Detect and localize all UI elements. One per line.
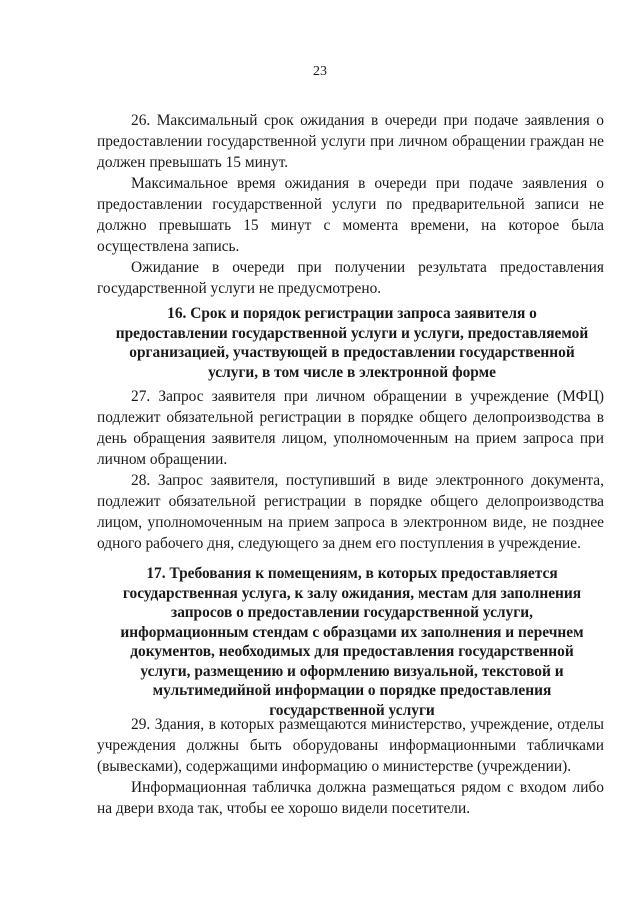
paragraph-26-max-wait: Максимальное время ожидания в очереди при подаче заявления о предоставлении государственной услуги по предварительной записи не должно превышать 15 минут с момента времени, на которое была осуществлена запись. xyxy=(97,175,604,255)
section-registration xyxy=(97,386,604,554)
paragraph-26-no-wait: Ожидание в очереди при получении результата предоставления государственной услуги не предусмотрено. xyxy=(97,259,604,297)
paragraph-26: 26. Максимальный срок ожидания в очереди при подаче заявления о предоставлении государственной услуги при личном обращении граждан не должен превышать 15 минут. xyxy=(97,112,604,171)
heading-section-17: 17. Требования к помещениям, в которых предоставляется государственная услуга, к залу ожидания, местам для заполнения запросов о предоставлении государственной услуги, информационным стендам с образцами их заполнения и перечнем документов, необходимых для предоставления государственной услуги, размещению и оформлению визуальной, текстовой и мультимедийной информации о порядке предоставления государственной услуги xyxy=(120,565,584,719)
heading-section-16: 16. Срок и порядок регистрации запроса заявителя о предоставлении государственной услуги и услуги, предоставляемой организацией, участвующей в предоставлении государственной услуги, в том числе в электронной форме xyxy=(115,305,589,381)
page-number: 23 xyxy=(313,64,327,79)
paragraph-28: 28. Запрос заявителя, поступивший в виде электронного документа, подлежит обязательной регистрации в порядке общего делопроизводства лицом, уполномоченным на прием запроса в электронном виде, не позднее одного рабочего дня, следующего за днем его поступления в учреждение. xyxy=(97,472,604,552)
paragraph-29: 29. Здания, в которых размещаются министерство, учреждение, отделы учреждения должны быть оборудованы информационными табличками (вывесками), содержащими информацию о министерстве (учреждении). xyxy=(97,716,604,775)
section-premises xyxy=(97,714,604,819)
section-waiting-time xyxy=(97,110,604,299)
paragraph-29-signage: Информационная табличка должна размещаться рядом с входом либо на двери входа так, чтобы ее хорошо видели посетители. xyxy=(97,779,604,817)
paragraph-27: 27. Запрос заявителя при личном обращении в учреждение (МФЦ) подлежит обязательной регистрации в порядке общего делопроизводства в день обращения заявителя лицом, уполномоченным на прием запроса при личном обращении. xyxy=(97,388,604,468)
